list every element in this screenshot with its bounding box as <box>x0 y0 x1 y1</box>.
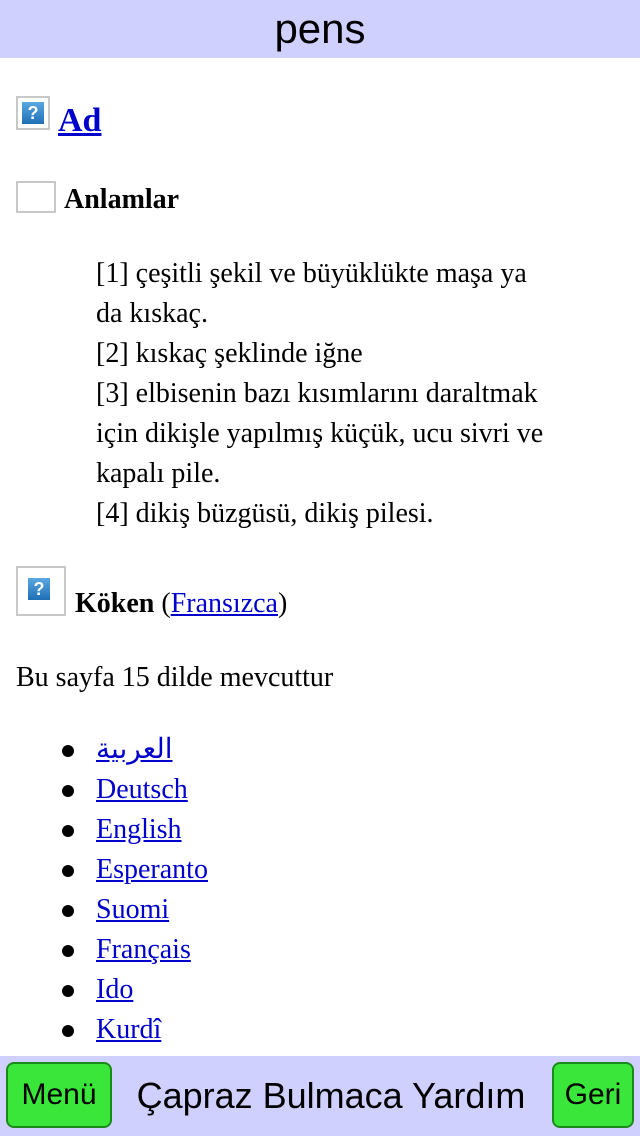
bottom-toolbar <box>0 1056 640 1136</box>
meaning-line: için dikişle yapılmış küçük, ucu sivri ve <box>96 418 544 449</box>
meanings-list <box>96 254 616 534</box>
noun-link[interactable]: Ad <box>58 102 102 139</box>
meaning-line: [1] çeşitli şekil ve büyüklükte maşa ya <box>96 258 527 289</box>
meaning-line: [3] elbisenin bazı kısımlarını daraltmak <box>96 378 538 409</box>
question-icon: ? <box>16 96 50 130</box>
page-title: pens <box>274 5 366 52</box>
list-item <box>0 890 208 930</box>
list-item <box>0 1010 208 1050</box>
list-item <box>0 730 208 770</box>
empty-image-icon <box>16 181 56 213</box>
origin-heading: Köken <box>75 588 155 619</box>
language-link-io[interactable]: Ido <box>96 974 134 1005</box>
language-link-ar[interactable]: العربية <box>96 734 173 765</box>
language-list <box>0 730 208 1050</box>
meanings-heading: Anlamlar <box>64 184 180 215</box>
list-item <box>0 810 208 850</box>
language-link-eo[interactable]: Esperanto <box>96 854 208 885</box>
origin-language-link[interactable]: Fransızca <box>170 588 278 619</box>
availability-text: Bu sayfa 15 dilde mevcuttur <box>16 662 334 693</box>
language-link-fi[interactable]: Suomi <box>96 894 170 925</box>
meaning-line: kapalı pile. <box>96 458 221 489</box>
menu-button[interactable]: Menü <box>6 1062 112 1128</box>
origin-paren-close: ) <box>277 588 288 619</box>
question-icon: ? <box>16 566 66 616</box>
list-item <box>0 770 208 810</box>
language-link-fr[interactable]: Français <box>96 934 191 965</box>
back-button[interactable]: Geri <box>552 1062 634 1128</box>
list-item <box>0 930 208 970</box>
content-area[interactable] <box>0 58 640 1056</box>
meaning-line: da kıskaç. <box>96 298 208 329</box>
language-link-ku[interactable]: Kurdî <box>96 1014 162 1045</box>
origin-line <box>75 588 287 620</box>
app-title: Çapraz Bulmaca Yardım <box>136 1075 526 1116</box>
meaning-line: [4] dikiş büzgüsü, dikiş pilesi. <box>96 498 434 529</box>
top-title-bar <box>0 0 640 58</box>
origin-paren-open: ( <box>154 588 171 619</box>
list-item <box>0 850 208 890</box>
list-item <box>0 970 208 1010</box>
meaning-line: [2] kıskaç şeklinde iğne <box>96 338 363 369</box>
language-link-de[interactable]: Deutsch <box>96 774 188 805</box>
language-link-en[interactable]: English <box>96 814 182 845</box>
